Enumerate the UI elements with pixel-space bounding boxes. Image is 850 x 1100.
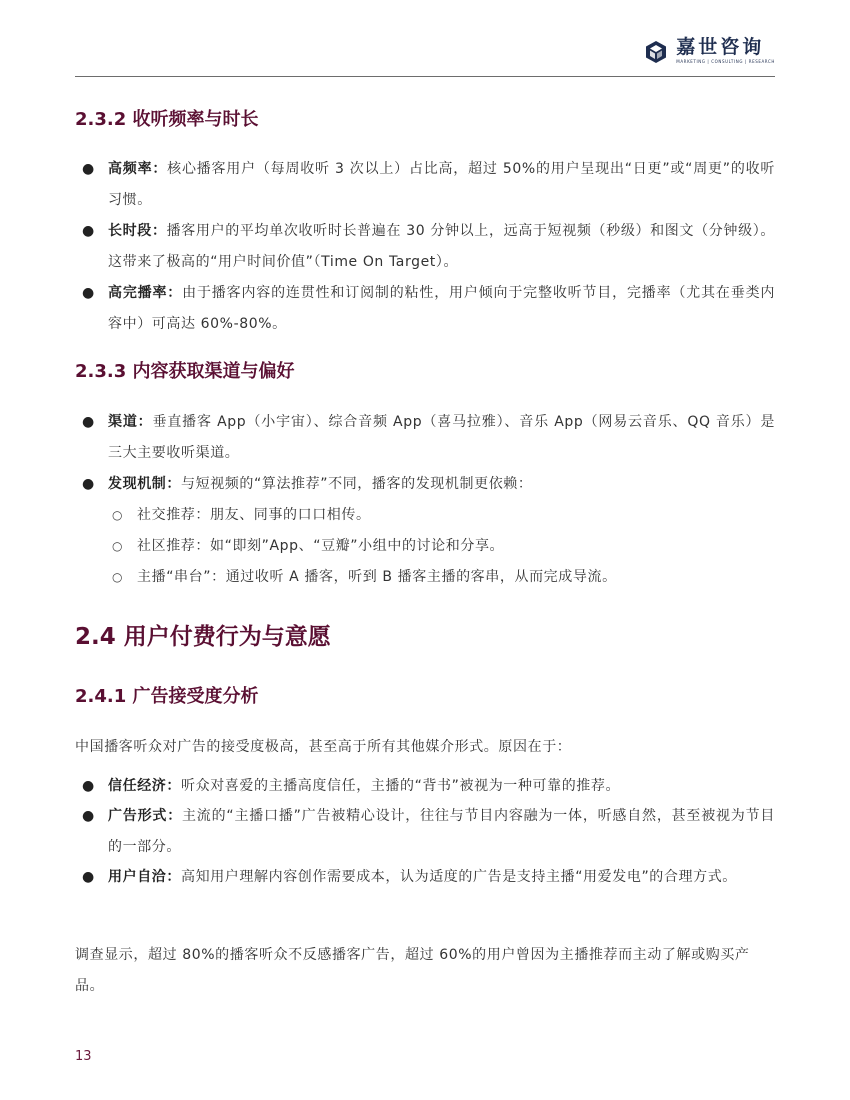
bullet-text: 由于播客内容的连贯性和订阅制的粘性，用户倾向于完整收听节目，完播率（尤其在垂类内容中）可高达 60%-80%。 — [108, 285, 776, 332]
page-header — [75, 30, 775, 77]
sub-list-item — [75, 500, 775, 531]
list-item — [75, 407, 775, 469]
company-logo — [644, 36, 775, 70]
sub-list-item — [75, 562, 775, 593]
hollow-bullet-icon: ○ — [112, 570, 124, 584]
list-item — [75, 469, 775, 500]
section-heading-2-4-1: 2.4.1 广告接受度分析 — [75, 686, 259, 707]
list-item — [75, 771, 775, 802]
bullet-text: 听众对喜爱的主播高度信任，主播的“背书”被视为一种可靠的推荐。 — [181, 778, 621, 794]
bullet-text: 高知用户理解内容创作需要成本，认为适度的广告是支持主播“用爱发电”的合理方式。 — [181, 869, 737, 885]
bullet-icon: ● — [82, 778, 95, 794]
list-item — [75, 216, 775, 278]
bullet-label: 长时段： — [108, 223, 167, 239]
bullet-icon: ● — [82, 161, 95, 177]
list-item — [75, 862, 775, 893]
bullet-label: 用户自洽： — [108, 869, 181, 885]
bullet-label: 高完播率： — [108, 285, 183, 301]
section-heading-2-3-3: 2.3.3 内容获取渠道与偏好 — [75, 361, 295, 382]
logo-cube-icon — [644, 40, 668, 64]
hollow-bullet-icon: ○ — [112, 508, 124, 522]
bullet-text: 主流的“主播口播”广告被精心设计，往往与节目内容融为一体，听感自然，甚至被视为节目的一部分。 — [108, 808, 776, 855]
list-item — [75, 278, 775, 340]
bullet-text: 核心播客用户（每周收听 3 次以上）占比高，超过 50%的用户呈现出“日更”或“周更”的收听习惯。 — [108, 161, 776, 208]
paragraph-intro: 中国播客听众对广告的接受度极高，甚至高于所有其他媒介形式。原因在于： — [75, 739, 572, 755]
bullet-label: 高频率： — [108, 161, 168, 177]
bullet-label: 信任经济： — [108, 778, 181, 794]
sub-list-text: 主播“串台”：通过收听 A 播客，听到 B 播客主播的客串，从而完成导流。 — [137, 569, 617, 585]
bullet-icon: ● — [82, 223, 95, 239]
sub-list-text: 社交推荐：朋友、同事的口口相传。 — [137, 507, 371, 523]
bullet-text: 与短视频的“算法推荐”不同，播客的发现机制更依赖： — [181, 476, 533, 492]
section-heading-2-3-2: 2.3.2 收听频率与时长 — [75, 109, 259, 130]
page-number: 13 — [75, 1049, 92, 1064]
list-item — [75, 801, 775, 863]
bullet-label: 发现机制： — [108, 476, 181, 492]
section-heading-2-4: 2.4 用户付费行为与意愿 — [75, 624, 331, 650]
logo-tagline: MARKETING | CONSULTING | RESEARCH — [676, 59, 775, 64]
bullet-icon: ● — [82, 285, 95, 301]
bullet-icon: ● — [82, 476, 95, 492]
bullet-text: 播客用户的平均单次收听时长普遍在 30 分钟以上，远高于短视频（秒级）和图文（分钟级）。这带来了极高的“用户时间价值”（Time On Target）。 — [108, 223, 775, 270]
hollow-bullet-icon: ○ — [112, 539, 124, 553]
sub-list-text: 社区推荐：如“即刻”App、“豆瓣”小组中的讨论和分享。 — [137, 538, 505, 554]
logo-name: 嘉世咨询 — [676, 36, 765, 58]
bullet-text: 垂直播客 App（小宇宙）、综合音频 App（喜马拉雅）、音乐 App（网易云音乐、QQ 音乐）是三大主要收听渠道。 — [108, 414, 775, 461]
bullet-icon: ● — [82, 808, 95, 824]
bullet-icon: ● — [82, 414, 95, 430]
list-item — [75, 154, 775, 216]
paragraph-closing: 调查显示，超过 80%的播客听众不反感播客广告，超过 60%的用户曾因为主播推荐而主动了解或购买产品。 — [75, 947, 750, 994]
bullet-label: 广告形式： — [108, 808, 182, 824]
bullet-label: 渠道： — [108, 414, 153, 430]
sub-list-item — [75, 531, 775, 562]
bullet-icon: ● — [82, 869, 95, 885]
